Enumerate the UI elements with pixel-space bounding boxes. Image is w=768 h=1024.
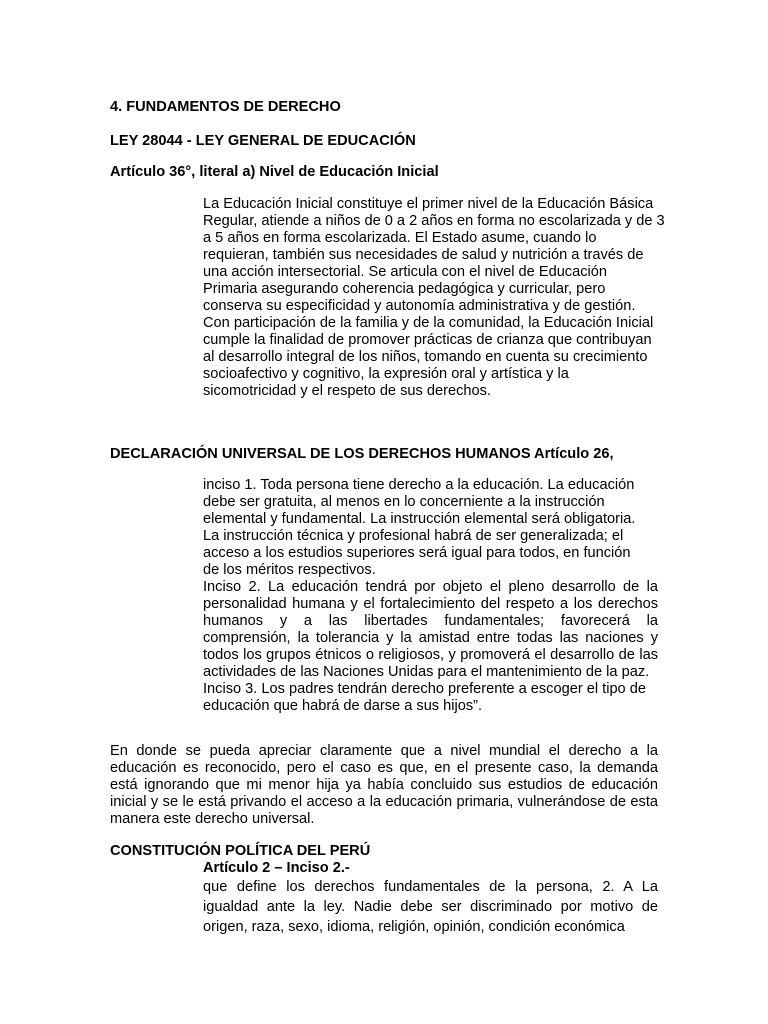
constitution-title: CONSTITUCIÓN POLÍTICA DEL PERÚ: [110, 843, 371, 859]
inciso-2-text: Inciso 2. La educación tendrá por objeto el pleno desarrollo de la personalidad humana y el fortalecimiento del respeto a los derechos humanos y a las libertades fundamentales; favorecerá la comprensión, la tolerancia y la amistad entre todas las naciones y todos los grupos étnicos o religiosos, y promoverá el desarrollo de las actividades de las Naciones Unidas para el mantenimiento de la paz.: [203, 579, 658, 680]
argument-paragraph: En donde se pueda apreciar claramente que a nivel mundial el derecho a la educación es reconocido, pero el caso es que, en el presente caso, la demanda está ignorando que mi menor hija ya había concluido sus estudios de educación inicial y se le está privando el acceso a la educación primaria, vulnerándose de esta manera este derecho universal.: [110, 743, 658, 827]
declaration-block: [203, 477, 658, 715]
constitution-block: [203, 877, 658, 937]
constitution-article-title: Artículo 2 – Inciso 2.-: [203, 860, 350, 876]
section-title: 4. FUNDAMENTOS DE DERECHO: [110, 99, 341, 115]
article-36-block: [203, 196, 665, 400]
declaration-title: DECLARACIÓN UNIVERSAL DE LOS DERECHOS HUMANOS Artículo 26,: [110, 446, 614, 462]
inciso-1-text: inciso 1. Toda persona tiene derecho a la educación. La educación debe ser gratuita, al menos en lo concerniente a la instrucción elemental y fundamental. La instrucción elemental será obligatoria. La instrucción técnica y profesional habrá de ser generalizada; el acceso a los estudios superiores será igual para todos, en función de los méritos respectivos.: [203, 477, 636, 578]
article-36-title: Artículo 36°, literal a) Nivel de Educación Inicial: [110, 164, 439, 180]
law-title: LEY 28044 - LEY GENERAL DE EDUCACIÓN: [110, 133, 416, 149]
inciso-3-text: Inciso 3. Los padres tendrán derecho preferente a escoger el tipo de educación que habrá de darse a sus hijos”.: [203, 681, 646, 714]
article-36-text: La Educación Inicial constituye el primer nivel de la Educación Básica Regular, atiende a niños de 0 a 2 años en forma no escolarizada y de 3 a 5 años en forma escolarizada. El Estado asume, cuando lo requieran, también sus necesidades de salud y nutrición a través de una acción intersectorial. Se articula con el nivel de Educación Primaria asegurando coherencia pedagógica y curricular, pero conserva su especificidad y autonomía administrativa y de gestión. Con participación de la familia y de la comunidad, la Educación Inicial cumple la finalidad de promover prácticas de crianza que contribuyan al desarrollo integral de los niños, tomando en cuenta su crecimiento socioafectivo y cognitivo, la expresión oral y artística y la sicomotricidad y el respeto de sus derechos.: [203, 196, 665, 399]
constitution-text: que define los derechos fundamentales de la persona, 2. A La igualdad ante la ley. Nadie debe ser discriminado por motivo de origen, raza, sexo, idioma, religión, opinión, condición económica: [203, 879, 658, 935]
